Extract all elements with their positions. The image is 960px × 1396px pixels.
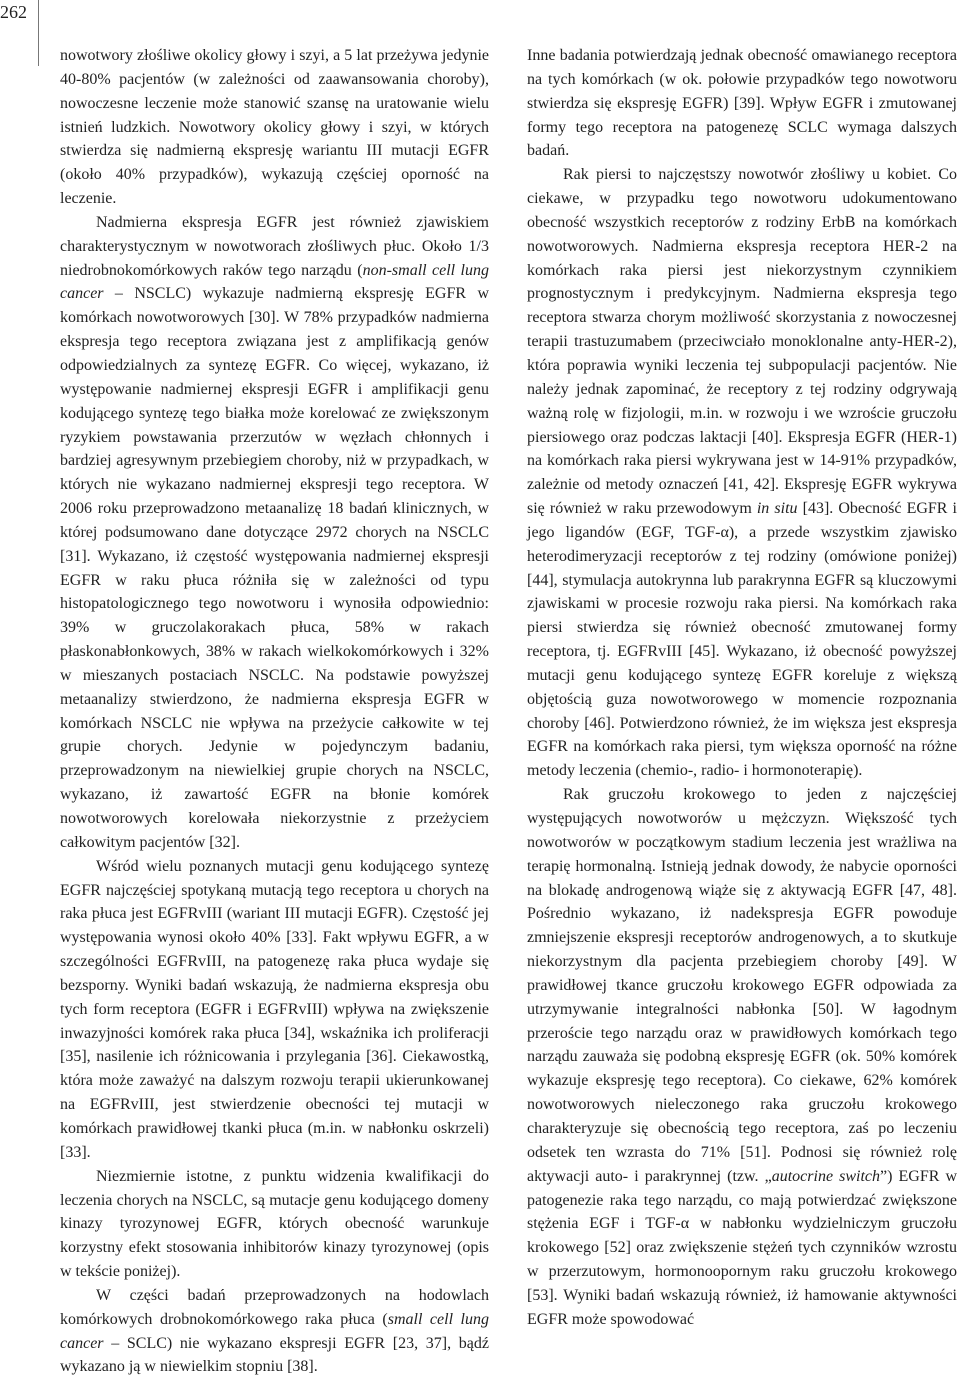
- page-number-divider: [38, 0, 39, 66]
- text-run: – SCLC) nie wykazano ekspresji EGFR [23, 37], bądź wykazano ją w niewielkim stopniu [38].: [60, 1334, 489, 1376]
- text-run: Rak piersi to najczęstszy nowotwór złośliwy u kobiet. Co ciekawe, w przypadku tego nowotworu udokumentowano obecność wszystkich receptorów z rodziny ErbB na komórkach nowotworowych. Nadmierna ekspresja receptora HER-2 na komórkach raka piersi jest niekorzystnym czynnikiem prognostycznym i predykcyjnym. Nadmierna ekspresja tego receptora stwarza chorym możliwość skorzystania z nowoczesnej terapii trastuzumabem (przeciwciało monoklonalne anty-HER-2), która poprawia wyniki leczenia tej subpopulacji pacjentów. Nie należy jednak zapominać, że receptory z tej rodziny odgrywają ważną rolę w fizjologii, m.in. w rozwoju i we wzroście gruczołu piersiowego oraz podczas laktacji [40]. Ekspresja EGFR (HER-1) na komórkach raka piersi wykrywana jest w 14-91% przypadków, zależnie od metody oznaczeń [41, 42]. Ekspresję EGFR wykrywa się również w raku przewodowym: [527, 166, 957, 518]
- paragraph: [60, 1284, 489, 1379]
- text-run: ”) EGFR w patogenezie raka tego narządu, co mają potwierdzać zwiększone stężenia EGF i TGF-α w nabłonku wydzielniczym gruczołu krokowego [52] oraz zwiększenie stężeń tych czynników wzrostu w przerzutowym, hormonoopornym raku gruczołu krokowego [53]. Wyniki badań wskazują również, iż hamowanie aktywności EGFR może spowodować: [527, 1167, 957, 1328]
- page-number: 262: [0, 2, 27, 22]
- text-run: Rak gruczołu krokowego to jeden z najczęściej występujących nowotworów u mężczyzn. Większość tych nowotworów w początkowym stadium leczenia jest wrażliwa na terapię hormonalną. Istnieją jednak dowody, że nabycie oporności na blokadę androgenową wiąże się z aktywacją EGFR [47, 48]. Pośrednio wykazano, iż nadekspresja EGFR powoduje zmniejszenie ekspresji receptorów androgenowych, a to skutkuje niekorzystnym dla pacjenta przebiegiem choroby [49]. W prawidłowej tkance gruczołu krokowego EGFR odpowiada za utrzymywanie integralności nabłonka [50]. W łagodnym przeroście tego narządu oraz w prawidłowych komórkach tego narządu zauważa się podobną ekspresję EGFR (ok. 50% komórek wykazuje ekspresję tego receptora). Co ciekawe, 62% komórek nowotworowych nieleczonego raka gruczołu krokowego charakteryzuje się obecnością tego receptora, zaś po leczeniu odsetek ten wzrasta do 71% [51]. Podnosi się również rolę aktywacji auto- i parakrynnej (tzw. „: [527, 786, 957, 1185]
- italic-term: small cell lung cancer: [60, 1310, 489, 1352]
- italic-term: in situ: [756, 500, 798, 518]
- text-run: W części badań przeprowadzonych na hodowlach komórkowych drobnokomórkowego raka płuca (: [60, 1286, 489, 1328]
- paragraph: [527, 783, 957, 1331]
- italic-term: autocrine switch: [771, 1167, 880, 1185]
- italic-term: non-small cell lung cancer: [60, 261, 490, 303]
- paragraph: [60, 211, 489, 855]
- left-column: [60, 44, 489, 1379]
- text-run: Nadmierna ekspresja EGFR jest również zjawiskiem charakterystycznym w nowotworach złośliwych płuc. Około 1/3 niedrobnokomórkowych raków tego narządu (: [60, 213, 489, 279]
- paragraph: nowotwory złośliwe okolicy głowy i szyi, a 5 lat przeżywa jedynie 40-80% pacjentów (w zależności od zaawansowania choroby), nowoczesne leczenie może stanowić szansę na uratowanie wielu istnień ludzkich. Nowotwory okolicy głowy i szyi, w których stwierdza się nadmierną ekspresję wariantu III mutacji EGFR (około 40% przypadków), wykazują częściej oporność na leczenie.: [60, 47, 489, 208]
- paragraph: [527, 163, 957, 783]
- text-run: – NSCLC) wykazuje nadmierną ekspresję EGFR w komórkach nowotworowych [30]. W 78% przypadków nadmierna ekspresja tego receptora związana jest z amplifikacją genów odpowiedzialnych za syntezę EGFR. Co więcej, wykazano, iż występowanie nadmiernej ekspresji EGFR i amplifikacji genu kodującego syntezę tego białka może korelować ze zwiększonym ryzykiem powstawania przerzutów w węzłach chłonnych i bardziej agresywnym przebiegiem choroby, niż w przypadkach, w których nie wykazano nadmiernej ekspresji tego receptora. W 2006 roku przeprowadzono metaanalizę 18 badań klinicznych, w której podsumowano dane dotyczące 2972 chorych na NSCLC [31]. Wykazano, iż częstość występowania nadmiernej ekspresji EGFR w raku płuca różniła się w zależności od typu histopatologicznego tego nowotworu i wynosiła odpowiednio: 39% w gruczolakorakach płuca, 58% w rakach płaskonabłonkowych, 38% w rakach wielkokomórkowych i 32% w mieszanych postaciach NSCLC. Na podstawie powyższej metaanalizy stwierdzono, że nadmierna ekspresja EGFR w komórkach NSCLC nie wpływa na przeżycie całkowite w tej grupie chorych. Jedynie w pojedynczym badaniu, przeprowadzonym na niewielkiej grupie chorych na NSCLC, wykazano, iż zawartość EGFR na błonie komórek nowotworowych korelowała niekorzystnie z przeżyciem całkowitym pacjentów [32].: [60, 285, 489, 851]
- paragraph: Niezmiernie istotne, z punktu widzenia kwalifikacji do leczenia chorych na NSCLC, są mutacje genu kodującego domeny kinazy tyrozynowej EGFR, których obecność warunkuje korzystny efekt stosowania inhibitorów kinazy tyrozynowej (opis w tekście poniżej).: [60, 1167, 489, 1281]
- paragraph: Inne badania potwierdzają jednak obecność omawianego receptora na tych komórkach (w ok. połowie przypadków tego nowotworu stwierdza się ekspresję EGFR) [39]. Wpływ EGFR i zmutowanej formy tego receptora na patogenezę SCLC wymaga dalszych badań.: [527, 47, 957, 160]
- text-run: [43]. Obecność EGFR i jego ligandów (EGF, TGF-α), a przede wszystkim zjawisko heterodimeryzacji receptorów z tej rodziny (omówione poniżej) [44], stymulacja autokrynna lub parakrynna EGFR są kluczowymi zjawiskami w procesie rozwoju raka piersi. Na komórkach raka piersi stwierdza się również obecność zmutowanej formy receptora, tj. EGFRvIII [45]. Wykazano, iż obecność powyższej mutacji genu kodującego syntezę EGFR koreluje z większą objętością guza nowotworowego w momencie rozpoznania choroby [46]. Potwierdzono również, że im większa jest ekspresja EGFR na komórkach raka piersi, tym większa oporność na różne metody leczenia (chemio-, radio- i hormonoterapię).: [527, 500, 958, 780]
- right-column: [527, 44, 957, 1332]
- paragraph: Wśród wielu poznanych mutacji genu kodującego syntezę EGFR najczęściej spotykaną mutacją tego receptora u chorych na raka płuca jest EGFRvIII (wariant III mutacji EGFR). Częstość jej występowania wynosi około 40% [33]. Fakt wpływu EGFR, a w szczególności EGFRvIII, na patogenezę raka płuca wydaje się bezsporny. Wyniki badań wskazują, że nadmierna ekspresja obu tych form receptora (EGFR i EGFRvIII) wpływa na zwiększenie inwazyjności komórek raka płuca [34], wskaźnika ich proliferacji [35], nasilenie ich różnicowania i przylegania [36]. Ciekawostką, która może zaważyć na dalszym rozwoju terapii ukierunkowanej na EGFRvIII, jest stwierdzenie obecności tej mutacji w komórkach prawidłowej tkanki płuca (m.in. w nabłonku oskrzeli) [33].: [60, 857, 489, 1161]
